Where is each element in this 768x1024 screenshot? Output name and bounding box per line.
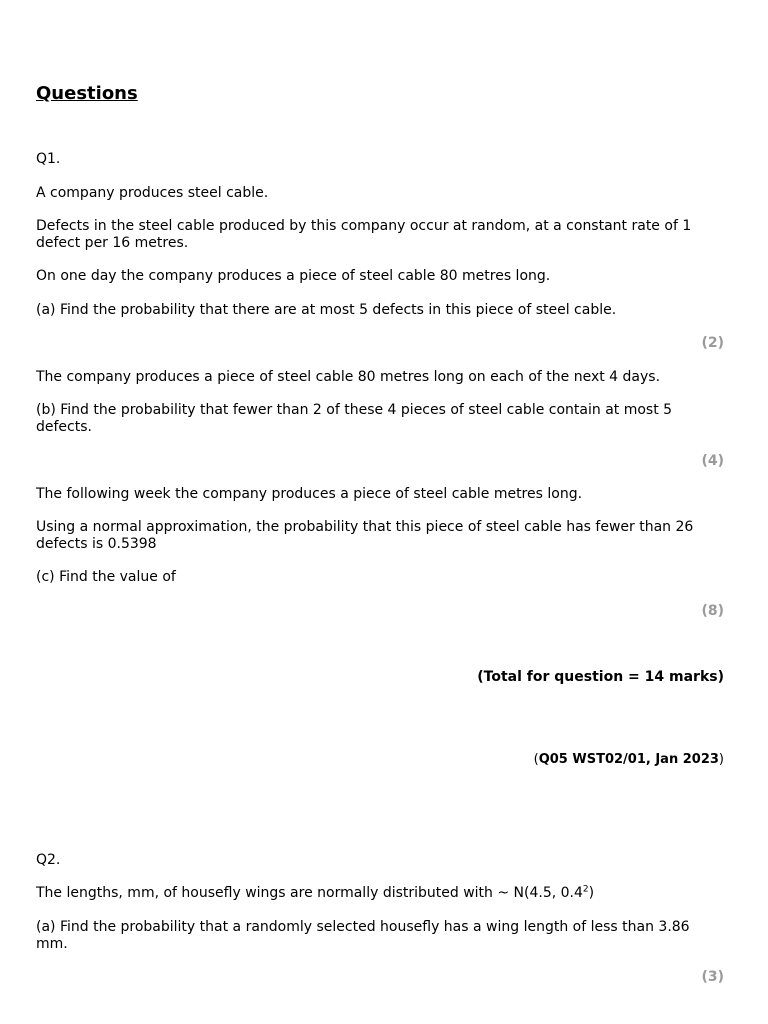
source-open-paren: ( xyxy=(533,752,539,767)
q1-source xyxy=(534,752,724,767)
q1-mid-3: Using a normal approximation, the probability that this piece of steel cable has fewer than 26 defects is 0.5398 xyxy=(36,519,694,552)
q1-marks-b: (4) xyxy=(701,453,724,469)
q2-number: Q2. xyxy=(36,852,61,868)
q1-total-marks: (Total for question = 14 marks) xyxy=(477,669,724,685)
q1-intro-2: Defects in the steel cable produced by this company occur at random, at a constant rate of 1 defect per 16 metres. xyxy=(36,218,692,251)
page-title: Questions xyxy=(36,83,138,104)
q1-part-a: (a) Find the probability that there are at most 5 defects in this piece of steel cable. xyxy=(36,302,617,318)
q1-number: Q1. xyxy=(36,151,61,167)
q1-marks-a: (2) xyxy=(701,335,724,351)
q1-marks-c: (8) xyxy=(701,603,724,619)
q1-part-b: (b) Find the probability that fewer than 2 of these 4 pieces of steel cable contain at most 5 defects. xyxy=(36,402,673,435)
source-close-paren: ) xyxy=(718,752,724,767)
q2-intro xyxy=(36,885,724,902)
q2-part-a: (a) Find the probability that a randomly selected housefly has a wing length of less than 3.86 mm. xyxy=(36,919,690,952)
q2-marks-a: (3) xyxy=(701,969,724,985)
source-reference: Q05 WST02/01, Jan 2023 xyxy=(538,752,719,767)
q1-part-c: (c) Find the value of xyxy=(36,569,176,585)
q1-intro-1: A company produces steel cable. xyxy=(36,185,269,201)
q2-intro-text: The lengths, mm, of housefly wings are normally distributed with ~ N(4.5, 0.4 xyxy=(36,885,583,901)
q2-intro-superscript: 2 xyxy=(582,884,589,895)
q1-intro-3: On one day the company produces a piece of steel cable 80 metres long. xyxy=(36,268,551,284)
q2-intro-close: ) xyxy=(588,885,595,901)
q1-mid-1: The company produces a piece of steel cable 80 metres long on each of the next 4 days. xyxy=(36,369,661,385)
q1-mid-2: The following week the company produces a piece of steel cable metres long. xyxy=(36,486,583,502)
